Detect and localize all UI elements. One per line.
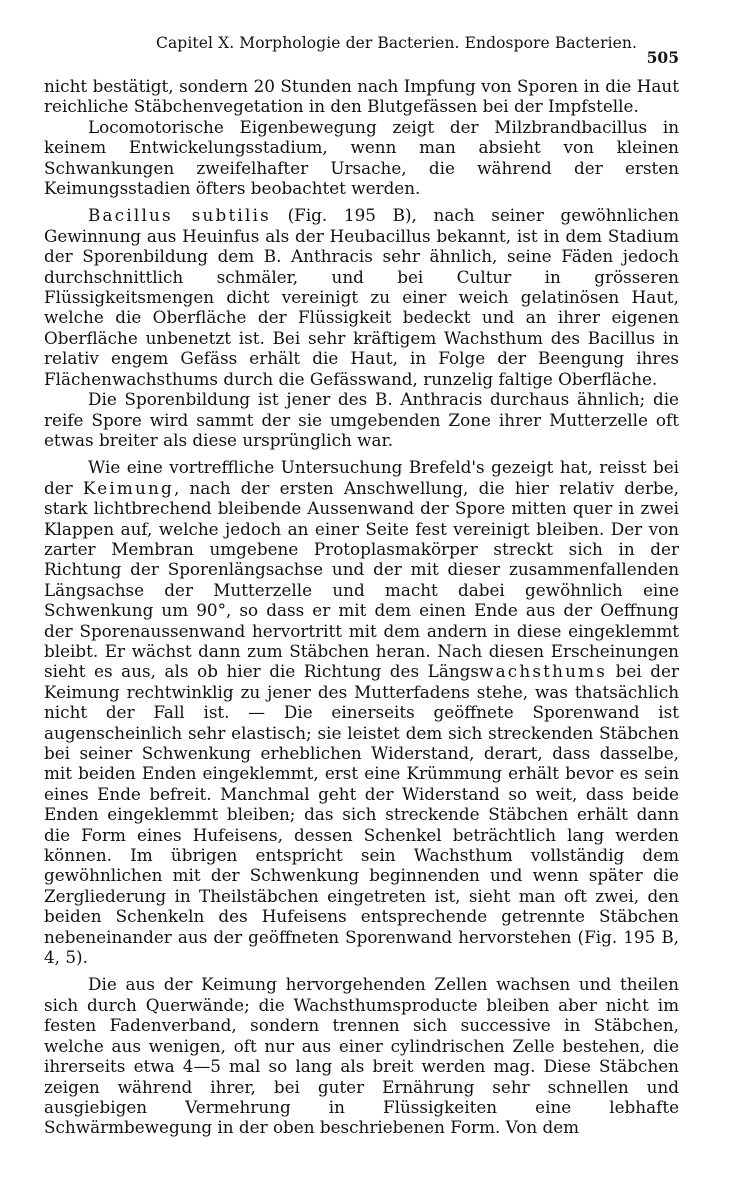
paragraph-continuation: nicht bestätigt, sondern 20 Stunden nach Impfung von Sporen in die Haut reichliche Stäbchenvegetation in den Blutgefässen bei der Impfstelle. (44, 76, 679, 117)
page-header (44, 30, 679, 76)
paragraph-locomotion: Locomotorische Eigenbewegung zeigt der Milzbrandbacillus in keinem Entwickelungsstadium, wenn man absieht von kleinen Schwankungen zweifelhafter Ursache, die während der ersten Keimungsstadien öfters beobachtet werden. (44, 116, 679, 199)
term-wachsthums: wachsthums (479, 661, 608, 682)
paragraph-germination (44, 457, 679, 967)
paragraph-spore-formation: Die Sporenbildung ist jener des B. Anthracis durchaus ähnlich; die reife Spore wird sammt der sie umgebenden Zone ihrer Mutterzelle oft etwas breiter als diese ursprünglich war. (44, 389, 679, 450)
paragraph-bacillus-subtilis-text: (Fig. 195 B), nach seiner gewöhnlichen Gewinnung aus Heuinfus als der Heubacillus bekannt, ist in dem Stadium der Sporenbildung dem B. Anthracis sehr ähnlich, seine Fäden jedoch durchschnittlich schmäler, und bei Cultur in grösseren Flüssigkeitsmengen dicht vereinigt zu einer weich gelatinösen Haut, welche die Oberfläche der Flüssigkeit bedeckt und an ihrer eigenen Oberfläche unbenetzt ist. Bei sehr kräftigem Wachsthum des Bacillus in relativ engem Gefäss erhält die Haut, in Folge der Beengung ihres Flächenwachsthums durch die Gefässwand, runzelig faltige Oberfläche. (44, 205, 679, 389)
paragraph-germination-post: bei der Keimung rechtwinklig zu jener des Mutterfadens stehe, was thatsächlich nicht der Fall ist. — Die einerseits geöffnete Sporenwand ist augenscheinlich sehr elastisch; sie leistet dem sich streckenden Stäbchen bei seiner Schwenkung erheblichen Widerstand, derart, dass dasselbe, mit beiden Enden eingeklemmt, erst eine Krümmung erhält bevor es sein eines Ende befreit. Manchmal geht der Widerstand so weit, dass beide Enden eingeklemmt bleiben; das sich streckende Stäbchen erhält dann die Form eines Hufeisens, dessen Schenkel beträchtlich lang werden können. Im übrigen entspricht sein Wachsthum vollständig dem gewöhnlichen mit der Schwenkung beginnenden und wenn später die Zergliederung in Theilstäbchen eingetreten ist, sieht man oft zwei, den beiden Schenkeln des Hufeisens entsprechende getrennte Stäbchen nebeneinander aus der geöffneten Sporenwand hervorstehen (Fig. 195 B, 4, 5). (44, 661, 679, 968)
running-head: Capitel X. Morphologie der Bacterien. Endospore Bacterien. (156, 34, 638, 52)
term-keimung: Keimung (82, 477, 174, 498)
body-text (44, 76, 679, 1138)
species-name: Bacillus subtilis (88, 205, 271, 226)
paragraph-cell-growth: Die aus der Keimung hervorgehenden Zellen wachsen und theilen sich durch Querwände; die Wachsthumsproducte bleiben aber nicht im festen Fadenverband, sondern trennen sich successive in Stäbchen, welche aus wenigen, oft nur aus einer cylindrischen Zelle bestehen, die ihrerseits etwa 4—5 mal so lang als breit werden mag. Diese Stäbchen zeigen während ihrer, bei guter Ernährung sehr schnellen und ausgiebigen Vermehrung in Flüssigkeiten eine lebhafte Schwärmbewegung in der oben beschriebenen Form. Von dem (44, 974, 679, 1138)
page-number: 505 (646, 48, 679, 67)
paragraph-bacillus-subtilis (44, 205, 679, 389)
paragraph-germination-mid: , nach der ersten Anschwellung, die hier relativ derbe, stark lichtbrechend bleibende Aussenwand der Spore mitten quer in zwei Klappen auf, welche jedoch an einer Seite fest vereinigt bleiben. Der von zarter Membran umgebene Protoplasmakörper streckt sich in der Richtung der Sporenlängsachse und der mit dieser zusammenfallenden Längsachse der Mutterzelle und macht dabei gewöhnlich eine Schwenkung um 90°, so dass er mit dem einen Ende aus der Oeffnung der Sporenaussenwand hervortritt mit dem andern in diese eingeklemmt bleibt. Er wächst dann zum Stäbchen heran. Nach diesen Erscheinungen sieht es aus, als ob hier die Richtung des Längs (44, 477, 679, 682)
paragraph-germination-pre: Wie eine vortreffliche Untersuchung Brefeld's gezeigt hat, reisst bei der (44, 457, 679, 498)
